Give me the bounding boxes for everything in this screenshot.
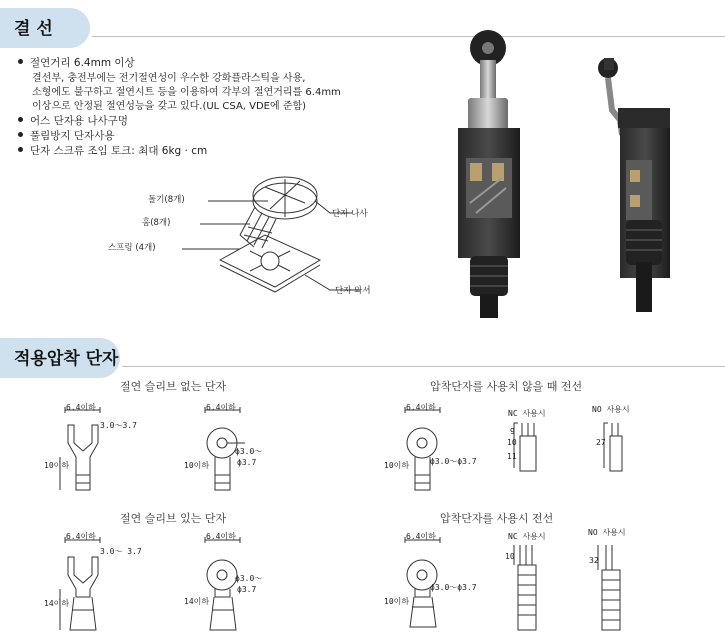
label-ridge: 돌기(8개) xyxy=(148,195,185,205)
label-terminal-screw: 단자 나사 xyxy=(332,209,368,219)
dim-height-3: 10이하 xyxy=(384,461,410,470)
caption-no-sleeve-top: 절연 슬리브 없는 단자 xyxy=(120,380,227,393)
dim-width-1: 6.4이하 xyxy=(66,403,96,412)
bullet-insulation-distance: 절연거리 6.4mm 이상 xyxy=(18,56,135,70)
dim-v27: 27 xyxy=(596,438,606,447)
caption-wire-no-crimp: 압착단자를 사용치 않을 때 전선 xyxy=(430,380,583,393)
dim-slot-2: 3.0～ 3.7 xyxy=(100,547,142,556)
dim-hole-1b: ϕ3.7 xyxy=(237,458,257,467)
sub-text-line-1: 결선부, 충전부에는 전기절연성이 우수한 강화플라스틱을 사용, xyxy=(32,73,306,84)
section-title-crimp-terminal: 적용압착 단자 xyxy=(14,349,119,369)
dim-v10b: 10 xyxy=(505,552,515,561)
label-nc-1: NC 사용시 xyxy=(508,409,546,418)
dim-v11: 11 xyxy=(507,452,517,461)
label-no-2: NO 사용시 xyxy=(588,528,626,537)
dim-v9: 9 xyxy=(510,427,515,436)
dim-width-6: 6.4이하 xyxy=(406,532,436,541)
dim-height-4: 14이하 xyxy=(44,599,70,608)
dim-height-5: 14이하 xyxy=(184,597,210,606)
dim-hole-4: ϕ3.0～ϕ3.7 xyxy=(430,583,477,592)
caption-wire-crimp: 압착단자를 사용시 전선 xyxy=(440,512,554,525)
label-groove: 홈(8개) xyxy=(142,218,171,228)
wire-no-drawing-1 xyxy=(600,418,640,478)
wire-nc-drawing-1 xyxy=(510,418,550,478)
header-rule xyxy=(92,36,725,37)
fork-terminal-drawing-1 xyxy=(60,405,140,495)
dim-hole-1a: ϕ3.0～ xyxy=(235,447,263,456)
section-title-wiring: 결 선 xyxy=(14,19,53,39)
header-rule xyxy=(122,366,725,367)
section-header-crimp-terminal xyxy=(0,338,725,378)
dim-hole-3b: ϕ3.7 xyxy=(237,585,257,594)
wire-no-drawing-2 xyxy=(592,540,632,635)
dim-height-2: 10이하 xyxy=(184,461,210,470)
dim-hole-2: ϕ3.0～ϕ3.7 xyxy=(430,457,477,466)
label-no-1: NO 사용시 xyxy=(592,405,630,414)
dim-width-5: 6.4이하 xyxy=(206,532,236,541)
label-terminal-washer: 단자 와셔 xyxy=(335,286,371,296)
dim-v10: 10 xyxy=(507,438,517,447)
ring-terminal-drawing-2 xyxy=(400,405,480,495)
dim-hole-3a: ϕ3.0～ xyxy=(235,574,263,583)
dim-width-4: 6.4이하 xyxy=(66,532,96,541)
sub-text-line-2: 소형에도 불구하고 절연시트 등을 이용하여 각부의 절연거리를 6.4mm xyxy=(32,87,341,98)
dim-slot-1: 3.0～3.7 xyxy=(100,421,137,430)
label-nc-2: NC 사용시 xyxy=(508,532,546,541)
caption-no-sleeve-bottom: 절연 슬리브 있는 단자 xyxy=(120,512,227,525)
bullet-anti-loosening: 풀림방지 단자사용 xyxy=(18,129,114,143)
label-spring: 스프링 (4개) xyxy=(108,243,156,253)
dim-width-2: 6.4이하 xyxy=(206,403,236,412)
limit-switch-side-photo xyxy=(590,40,690,320)
sub-text-line-3: 이상으로 안정된 절연성능을 갖고 있다.(UL CSA, VDE에 준함) xyxy=(32,101,307,112)
dim-width-3: 6.4이하 xyxy=(406,403,436,412)
limit-switch-front-photo xyxy=(440,28,540,318)
dim-v32: 32 xyxy=(589,556,599,565)
dim-height-6: 10이하 xyxy=(384,597,410,606)
dim-height-1: 10이하 xyxy=(44,461,70,470)
bullet-screw-torque: 단자 스크류 조임 토크: 최대 6kg · cm xyxy=(18,144,207,158)
bullet-earth-screw-hole: 어스 단자용 나사구멍 xyxy=(18,114,128,128)
